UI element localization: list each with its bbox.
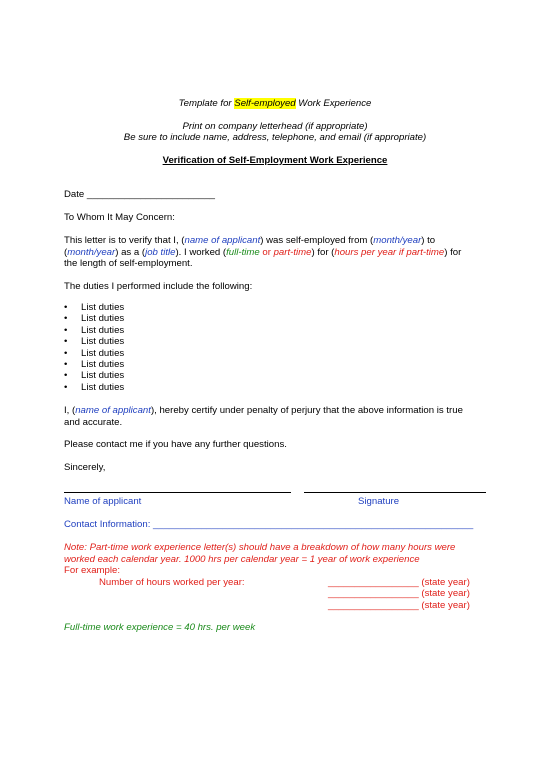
or-text: or <box>259 246 274 258</box>
name-signature-line <box>64 492 291 493</box>
list-item: • List duties <box>64 348 124 359</box>
example-label: For example: <box>64 565 120 576</box>
note-line-2: worked each calendar year. 1000 hrs per calendar year = 1 year of work experience <box>64 553 420 565</box>
state-year-row: _________________ (state year) <box>328 576 470 588</box>
name-label: Name of applicant <box>64 496 142 507</box>
text: ) for <box>444 246 462 258</box>
text: ) for ( <box>311 246 335 258</box>
template-title <box>0 98 550 110</box>
full-time-placeholder: full-time <box>226 246 260 258</box>
text: ) was self-employed from ( <box>260 235 374 246</box>
certify-line-2: and accurate. <box>64 416 123 428</box>
contact-instruction: Be sure to include name, address, telephone, and email (if appropriate) <box>123 132 427 143</box>
applicant-name-placeholder: name of applicant <box>184 235 261 246</box>
list-item: • List duties <box>64 359 124 370</box>
title-prefix: Template for <box>178 98 235 109</box>
list-item: • List duties <box>64 370 124 381</box>
verification-line-2 <box>64 247 461 259</box>
letterhead-instruction: Print on company letterhead (if appropriate) <box>182 121 368 132</box>
part-time-placeholder: part-time <box>273 246 312 258</box>
state-year-row: _________________ (state year) <box>328 588 470 599</box>
text: This letter is to verify that I, ( <box>64 235 185 246</box>
list-item: • List duties <box>64 313 124 324</box>
end-date-placeholder: month/year <box>67 246 116 258</box>
hours-label: Number of hours worked per year: <box>99 576 245 588</box>
verification-line-1 <box>64 235 435 247</box>
text: I, ( <box>64 405 76 416</box>
list-item: • List duties <box>64 302 124 313</box>
text: ) as a ( <box>115 246 146 258</box>
certify-line-1 <box>64 405 463 417</box>
title-suffix: Work Experience <box>295 98 372 109</box>
document-heading: Verification of Self-Employment Work Experience <box>162 155 388 166</box>
job-title-placeholder: job title <box>145 246 176 258</box>
contact-me: Please contact me if you have any further questions. <box>64 439 287 450</box>
closing: Sincerely, <box>64 462 106 473</box>
list-item: • List duties <box>64 382 124 393</box>
state-year-row: _________________ (state year) <box>328 599 470 611</box>
text: ). I worked ( <box>175 246 227 258</box>
text: ( <box>64 246 68 258</box>
title-highlight: Self-employed <box>234 98 296 109</box>
start-date-placeholder: month/year <box>373 235 422 246</box>
text: ) to <box>421 235 436 246</box>
note-line-1: Note: Part-time work experience letter(s) should have a breakdown of how many hours were <box>64 542 456 553</box>
list-item: • List duties <box>64 325 124 336</box>
duties-intro: The duties I performed include the following: <box>64 281 253 292</box>
signature-label: Signature <box>358 496 400 507</box>
contact-information: Contact Information: ____________________________________________________________ <box>64 519 474 530</box>
applicant-name-placeholder: name of applicant <box>75 405 151 416</box>
hours-placeholder: hours per year if part-time <box>334 246 445 258</box>
duties-list <box>64 302 124 393</box>
fulltime-note: Full-time work experience = 40 hrs. per week <box>64 622 256 633</box>
verification-line-3: the length of self-employment. <box>64 258 193 269</box>
list-item: • List duties <box>64 336 124 347</box>
salutation: To Whom It May Concern: <box>64 212 175 223</box>
signature-line <box>304 492 486 493</box>
date-line: Date ________________________ <box>64 189 215 200</box>
text: ), hereby certify under penalty of perjury that the above information is true <box>150 405 463 416</box>
